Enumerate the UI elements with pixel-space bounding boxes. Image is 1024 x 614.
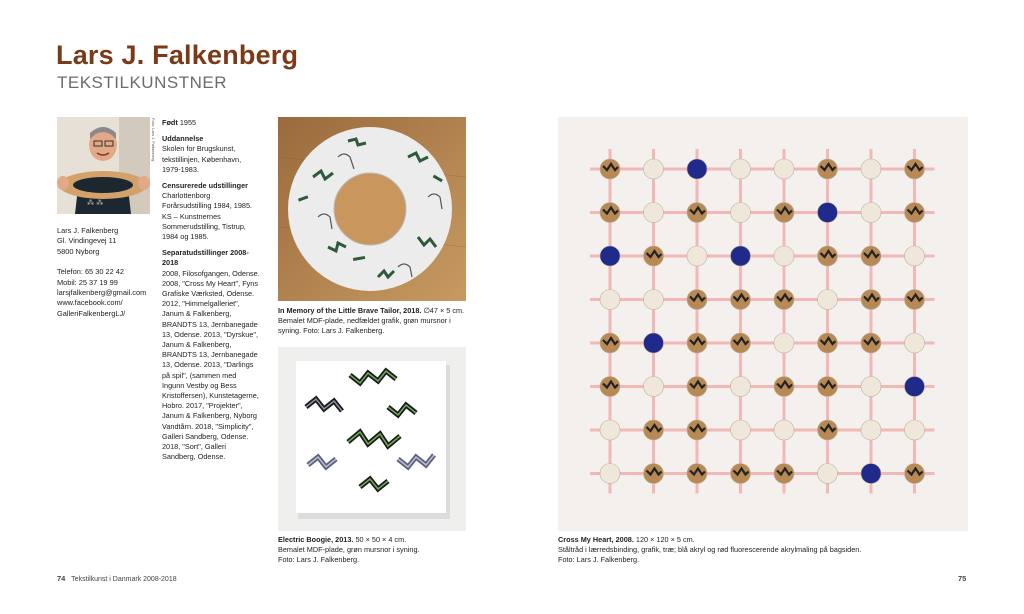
disc [905, 420, 925, 440]
artwork-image-brave-tailor [278, 117, 466, 301]
disc [861, 159, 881, 179]
contact-street: Gl. Vindingevej 11 [57, 236, 117, 246]
disc [644, 203, 664, 223]
disc [600, 290, 620, 310]
disc [600, 377, 620, 397]
page-number-left: 74 [57, 574, 66, 583]
disc [861, 377, 881, 397]
disc [644, 464, 664, 484]
artwork-title-cross-my-heart: Cross My Heart, 2008. [558, 535, 634, 544]
contact-email[interactable]: larsjfalkenberg@gmail.com [57, 288, 147, 298]
disc [731, 377, 751, 397]
disc [644, 246, 664, 266]
contact-block [57, 226, 157, 319]
censored-section [162, 181, 260, 242]
disc [731, 290, 751, 310]
artist-portrait [57, 117, 150, 214]
contact-web-line2[interactable]: GalleriFalkenbergLJ/ [57, 308, 126, 318]
contact-phone: Telefon: 65 30 22 42 [57, 267, 124, 277]
disc [774, 333, 794, 353]
education-text: Skolen for Brugskunst, tekstillinjen, København, 1979-1983. [162, 144, 242, 174]
disc [644, 290, 664, 310]
artwork-desc1-cross-my-heart: Ståltråd i lærredsbinding, grafik, træ; blå akryl og rød fluorescerende akrylmaling på bagsiden. [558, 545, 862, 555]
disc [687, 246, 707, 266]
contact-city: 5800 Nyborg [57, 246, 100, 256]
footer-publication: Tekstilkunst i Danmark 2008-2018 [71, 576, 177, 583]
contact-mobile: Mobil: 25 37 19 99 [57, 277, 118, 287]
disc [905, 290, 925, 310]
disc [774, 159, 794, 179]
artwork-desc2-cross-my-heart: Foto: Lars J. Falkenberg. [558, 555, 640, 565]
cross-my-heart-grid [558, 117, 968, 531]
solo-heading: Separatudstillinger 2008-2018 [162, 248, 249, 268]
disc [644, 377, 664, 397]
disc [600, 203, 620, 223]
disc [600, 159, 620, 179]
disc [861, 203, 881, 223]
svg-text:⁂ ⁂: ⁂ ⁂ [87, 199, 104, 207]
born-year: 1955 [179, 118, 197, 127]
page-number-right: 75 [958, 574, 967, 583]
disc [905, 333, 925, 353]
disc [644, 159, 664, 179]
disc [818, 420, 838, 440]
disc [644, 420, 664, 440]
artwork-desc-brave-tailor: Bemalet MDF-plade, nedfældet grafik, grøn mursnor i syning. Foto: Lars J. Falkenberg. [278, 316, 451, 336]
disc [861, 290, 881, 310]
page-subtitle: TEKSTILKUNSTNER [57, 73, 227, 92]
artwork-dims-brave-tailor: ∅47 × 5 cm. [423, 306, 465, 315]
disc [818, 464, 838, 484]
disc [905, 159, 925, 179]
artwork-desc1-electric-boogie: Bemalet MDF-plade, grøn mursnor i syning. [278, 545, 420, 555]
disc [774, 377, 794, 397]
disc [861, 333, 881, 353]
disc [774, 420, 794, 440]
disc [731, 420, 751, 440]
portrait-photo-credit: Foto: Lars J. Falkenberg [151, 118, 156, 162]
born-line [162, 118, 260, 128]
disc [731, 159, 751, 179]
disc [905, 377, 925, 397]
disc [861, 464, 881, 484]
disc [687, 203, 707, 223]
footer-left [57, 574, 177, 583]
solo-text: 2008, Filosofgangen, Odense. 2008, "Cross My Heart", Fyns Grafiske Værksted, Odense. 2012, "Himmelgalleriet", Janum & Falkenberg, BRANDTS 13, Jernbanegade 13, Odense. 2013, "Dyrskue", Janum & Falkenberg, BRANDTS 13, Jernbanegade 13, Odense. 2013, "Darlings på spil", (sammen med Ingunn Vestby og Bess Kristoffersen), Kunstetagerne, Hobro. 2017, "Projekter", Janum & Falkenberg, Nyborg Vandtårn. 2018, "Simplicity", Galleri Sandberg, Odense. 2018, "Sort", Galleri Sandberg, Odense. [162, 268, 260, 462]
contact-web-line1[interactable]: www.facebook.com/ [57, 298, 123, 308]
censored-text: Charlottenborg Forårsudstilling 1984, 1985. KS – Kunstnernes Sommerudstilling, Tistrup, 1984 og 1985. [162, 191, 253, 242]
disc [600, 464, 620, 484]
disc [774, 290, 794, 310]
artwork-image-electric-boogie [278, 347, 466, 531]
artwork-title-brave-tailor: In Memory of the Little Brave Tailor, 2018. [278, 306, 422, 315]
disc [905, 203, 925, 223]
disc [818, 203, 838, 223]
disc [644, 333, 664, 353]
artwork-desc2-electric-boogie: Foto: Lars J. Falkenberg. [278, 555, 360, 565]
disc [861, 420, 881, 440]
disc [687, 377, 707, 397]
caption-cross-my-heart [558, 535, 968, 566]
artwork-dims-cross-my-heart: 120 × 120 × 5 cm. [635, 535, 695, 544]
born-label: Født [162, 118, 178, 127]
disc [687, 464, 707, 484]
disc [818, 246, 838, 266]
disc [905, 464, 925, 484]
education-heading: Uddannelse [162, 134, 204, 144]
disc [818, 290, 838, 310]
disc [818, 377, 838, 397]
disc [600, 333, 620, 353]
disc [687, 290, 707, 310]
artwork-image-cross-my-heart [558, 117, 968, 531]
education-section [162, 134, 260, 175]
page-title: Lars J. Falkenberg [56, 40, 299, 70]
caption-electric-boogie [278, 535, 468, 566]
bio-column [162, 118, 260, 469]
disc [687, 333, 707, 353]
disc [687, 420, 707, 440]
disc [600, 246, 620, 266]
censored-heading: Censurerede udstillinger [162, 181, 248, 191]
disc [731, 464, 751, 484]
disc [731, 246, 751, 266]
disc [687, 159, 707, 179]
artwork-title-electric-boogie: Electric Boogie, 2013. [278, 535, 354, 544]
disc [861, 246, 881, 266]
disc [818, 159, 838, 179]
disc [731, 203, 751, 223]
disc [774, 203, 794, 223]
solo-section [162, 248, 260, 462]
disc [731, 333, 751, 353]
contact-name: Lars J. Falkenberg [57, 226, 119, 235]
disc [818, 333, 838, 353]
disc [905, 246, 925, 266]
disc [774, 246, 794, 266]
artwork-dims-electric-boogie: 50 × 50 × 4 cm. [355, 535, 407, 544]
caption-brave-tailor [278, 306, 468, 337]
disc [774, 464, 794, 484]
disc [600, 420, 620, 440]
